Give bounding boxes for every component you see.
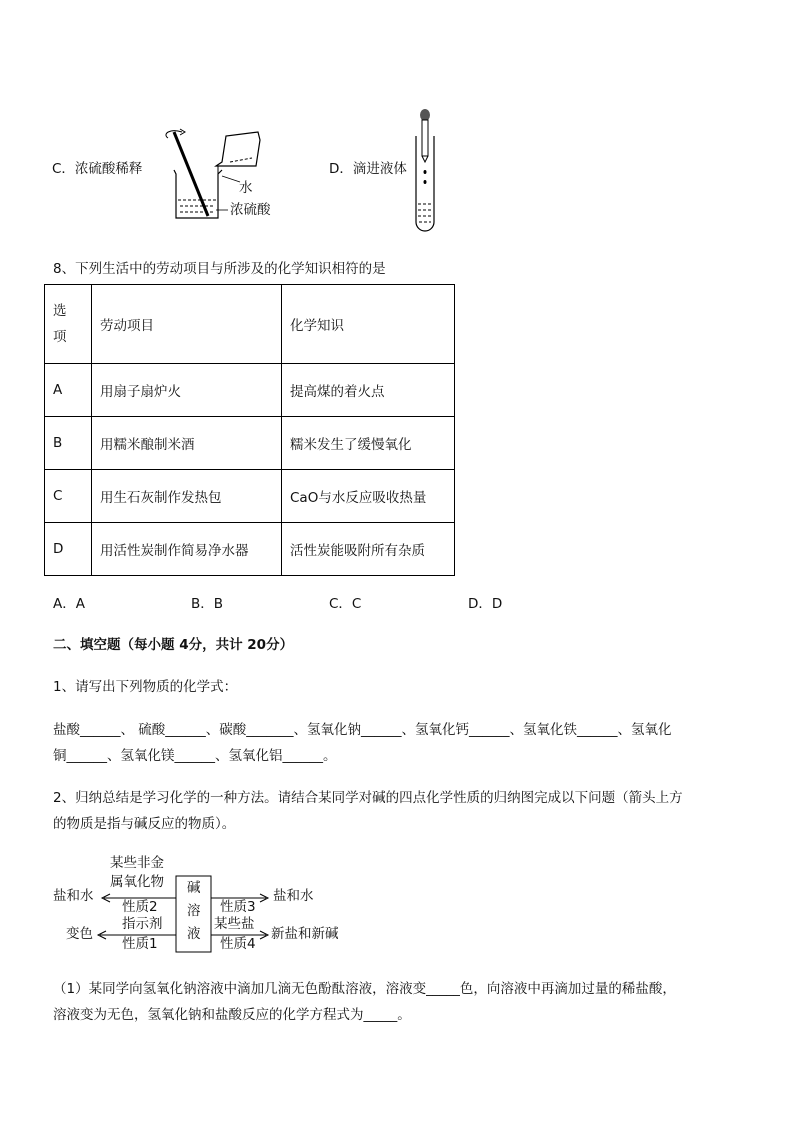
diagram-right-out2: 新盐和新碱 <box>271 926 339 942</box>
choice-c[interactable]: C．C <box>329 596 362 612</box>
choice-d[interactable]: D．D <box>468 596 503 612</box>
row-task: 用生石灰制作发热包 <box>92 470 282 523</box>
header-knowledge: 化学知识 <box>282 285 455 364</box>
row-option: C <box>45 470 92 523</box>
diagram-some-salt: 某些盐 <box>214 916 255 932</box>
choice-a[interactable]: A．A <box>53 596 85 612</box>
row-option: D <box>45 523 92 576</box>
row-knowledge: 活性炭能吸附所有杂质 <box>282 523 455 576</box>
diagram-left-out2: 变色 <box>66 926 93 942</box>
section-heading: 二、填空题（每小题 4分，共计 20分） <box>53 637 294 653</box>
choice-b[interactable]: B．B <box>191 596 224 612</box>
sub1-line2: 溶液变为无色，氢氧化钠和盐酸反应的化学方程式为_____。 <box>53 1007 411 1023</box>
option-c-label: C．浓硫酸稀释 <box>52 161 143 177</box>
row-task: 用活性炭制作简易净水器 <box>92 523 282 576</box>
q1-line2: 铜______、氢氧化镁______、氢氧化铝______。 <box>53 748 337 764</box>
diagram-prop1: 性质1 <box>122 936 158 952</box>
row-knowledge: CaO与水反应吸收热量 <box>282 470 455 523</box>
conc-acid-label: 浓硫酸 <box>230 202 271 218</box>
q1-stem: 1、请写出下列物质的化学式： <box>53 679 238 695</box>
diagram-right-out1: 盐和水 <box>273 888 314 904</box>
diagram-top-left-2: 属氧化物 <box>110 874 164 890</box>
row-knowledge: 提高煤的着火点 <box>282 364 455 417</box>
row-task: 用糯米酿制米酒 <box>92 417 282 470</box>
water-label: 水 <box>239 180 253 196</box>
header-option: 选 项 <box>45 285 92 364</box>
diagram-top-left-1: 某些非金 <box>110 855 164 871</box>
diagram-prop3: 性质3 <box>220 899 256 915</box>
option-d-label: D．滴进液体 <box>329 161 407 177</box>
diagram-center-3: 液 <box>187 926 201 942</box>
diagram-left-out1: 盐和水 <box>53 888 94 904</box>
q1-line1: 盐酸______、 硫酸______、碳酸_______、氢氧化钠______、氢氧化钙______、氢氧化铁______、氢氧化 <box>53 722 672 738</box>
row-option: A <box>45 364 92 417</box>
sub1-line1: （1）某同学向氢氧化钠溶液中滴加几滴无色酚酞溶液，溶液变_____色，向溶液中再滴加过量的稀盐酸， <box>53 981 676 997</box>
row-task: 用扇子扇炉火 <box>92 364 282 417</box>
diagram-indicator: 指示剂 <box>122 916 163 932</box>
diagram-center-2: 溶 <box>187 903 201 919</box>
row-knowledge: 糯米发生了缓慢氧化 <box>282 417 455 470</box>
q2-line1: 2、归纳总结是学习化学的一种方法。请结合某同学对碱的四点化学性质的归纳图完成以下问题（箭头上方 <box>53 790 683 806</box>
header-task: 劳动项目 <box>92 285 282 364</box>
diagram-prop2: 性质2 <box>122 899 158 915</box>
q2-line2: 的物质是指与碱反应的物质）。 <box>53 816 236 832</box>
diagram-prop4: 性质4 <box>220 936 256 952</box>
row-option: B <box>45 417 92 470</box>
diagram-center-1: 碱 <box>187 880 201 896</box>
q8-stem: 8、下列生活中的劳动项目与所涉及的化学知识相符的是 <box>53 261 386 277</box>
